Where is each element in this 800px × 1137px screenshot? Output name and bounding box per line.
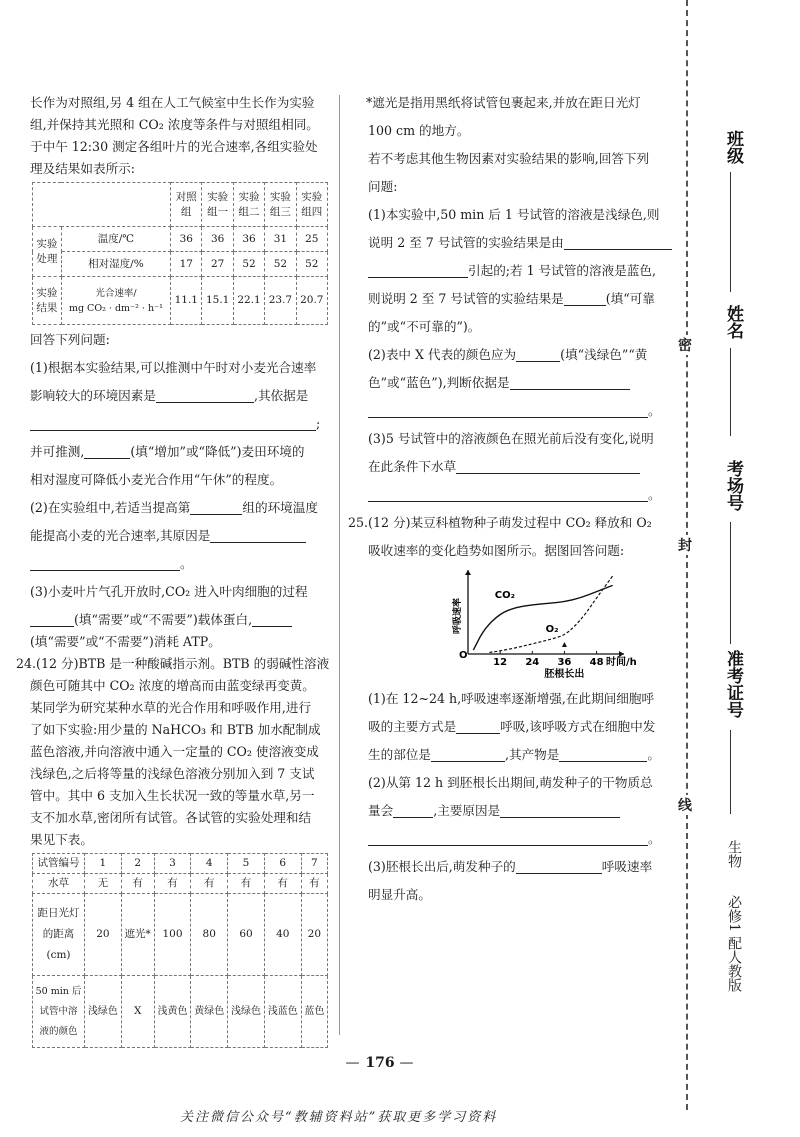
table-row xyxy=(33,894,328,976)
table-cell: 60 xyxy=(228,894,265,976)
row-label: 温度/℃ xyxy=(61,227,170,252)
binding-strip xyxy=(676,0,800,1137)
photosynthesis-table xyxy=(32,182,328,325)
chart-series xyxy=(473,576,612,652)
legend-o2: O₂ xyxy=(545,624,559,636)
ticket-label: 准考证号 xyxy=(723,650,743,718)
answer-blank[interactable] xyxy=(431,747,505,762)
intro-line-4: 理及结果如表所示: xyxy=(30,161,135,176)
annotation-label: 胚根长出 xyxy=(544,669,585,680)
table-cell: 浅黄色 xyxy=(154,976,191,1048)
answer-blank[interactable] xyxy=(30,416,316,431)
page-dash-left: — xyxy=(345,1055,361,1071)
answer-blank[interactable] xyxy=(456,459,640,474)
table-header: 实验 组三 xyxy=(265,183,296,227)
answer-blank[interactable] xyxy=(510,375,630,390)
q24-line: 蓝色溶液,并向溶液中通入一定量的 CO₂ 使溶液变成 xyxy=(30,744,319,759)
p2-line-3: 。 xyxy=(368,400,658,422)
answer-blank[interactable] xyxy=(190,500,242,515)
y-axis-label: 呼吸速率 xyxy=(453,597,463,634)
intro-line-2: 组,并保持其光照和 CO₂ 浓度等条件与对照组相同。 xyxy=(30,117,319,132)
r3-line-2: 明显升高。 xyxy=(368,887,431,902)
table-cell: 20 xyxy=(85,894,122,976)
table-cell: 22.1 xyxy=(233,277,264,325)
legend-co2: CO₂ xyxy=(494,589,516,601)
table-cell: 20.7 xyxy=(296,277,327,325)
q3-line-1: (3)小麦叶片气孔开放时,CO₂ 进入叶肉细胞的过程 xyxy=(30,584,308,599)
x-tick-label: 36 xyxy=(557,657,572,668)
subject-label: 生物 xyxy=(726,840,742,868)
q24-line: 颜色可随其中 CO₂ 浓度的增高而由蓝变绿再变黄。 xyxy=(30,678,315,693)
table-row xyxy=(33,277,328,325)
row-label: 试管编号 xyxy=(33,854,85,874)
r2-line-3: 。 xyxy=(368,828,658,850)
table-cell: 蓝色 xyxy=(301,976,327,1048)
table-cell: 25 xyxy=(296,227,327,252)
chart-svg xyxy=(446,570,636,680)
table-row xyxy=(33,183,328,227)
p3-line-1: (3)5 号试管中的溶液颜色在照光前后没有变化,说明 xyxy=(368,431,654,446)
room-blank[interactable] xyxy=(730,522,731,644)
table-cell: 有 xyxy=(154,874,191,894)
r1-line-2: 吸的主要方式是 呼吸,该呼吸方式在细胞中发 xyxy=(368,719,656,734)
table-row xyxy=(33,252,328,277)
origin-label: O xyxy=(459,650,468,661)
table-row xyxy=(33,976,328,1048)
answer-blank[interactable] xyxy=(210,528,306,543)
book-label: 必修1 配人教版 xyxy=(726,895,742,993)
table-header: 实验 组四 xyxy=(296,183,327,227)
table-header: 对照 组 xyxy=(171,183,202,227)
q1-line-5: 相对湿度可降低小麦光合作用“午休”的程度。 xyxy=(30,472,283,487)
x-tick-label: 48 xyxy=(589,657,604,668)
respiration-chart xyxy=(446,570,636,680)
q2-line-2: 能提高小麦的光合速率,其原因是 xyxy=(30,525,330,547)
table-cell: 无 xyxy=(85,874,122,894)
p3-line-3: 。 xyxy=(368,484,658,506)
answer-blank[interactable] xyxy=(368,263,468,278)
r1-line-1: (1)在 12~24 h,呼吸速率逐渐增强,在此期间细胞呼 xyxy=(368,691,655,706)
table-cell: 36 xyxy=(233,227,264,252)
row-group-label: 实验 结果 xyxy=(33,277,62,325)
answer-blank[interactable] xyxy=(564,235,672,250)
table-cell: 23.7 xyxy=(265,277,296,325)
answer-blank[interactable] xyxy=(368,831,648,846)
p1-line-4: 则说明 2 至 7 号试管的实验结果是 (填“可靠 xyxy=(368,291,655,306)
q1-line-2: 影响较大的环境因素是 ,其依据是 xyxy=(30,388,309,403)
table-cell: 20 xyxy=(301,894,327,976)
answer-blank[interactable] xyxy=(368,403,648,418)
name-label: 姓名 xyxy=(723,305,743,339)
table-header: 实验 组一 xyxy=(202,183,233,227)
page-number-value: 176 xyxy=(365,1055,395,1071)
room-label: 考场号 xyxy=(723,460,743,511)
seal-xian: 线 xyxy=(678,795,692,815)
r2-line-1: (2)从第 12 h 到胚根长出期间,萌发种子的干物质总 xyxy=(368,775,653,790)
y-axis-arrow xyxy=(465,570,471,575)
annotation-arrow xyxy=(562,642,567,647)
tube-table xyxy=(32,853,328,1048)
p3-line-2: 在此条件下水草 xyxy=(368,456,658,478)
left-column xyxy=(16,92,330,1052)
table-cell: 27 xyxy=(202,252,233,277)
q1-line-4: 并可推测, (填“增加”或“降低”)麦田环境的 xyxy=(30,444,305,459)
q3-line-2: (填“需要”或“不需要”)载体蛋白, xyxy=(30,609,330,631)
table-cell: X xyxy=(121,976,154,1048)
x-tick-label: 24 xyxy=(525,657,540,668)
table-cell: 36 xyxy=(171,227,202,252)
note-line-2: 100 cm 的地方。 xyxy=(368,123,470,138)
q25-subquestions xyxy=(348,688,661,906)
prompt-line-2: 问题: xyxy=(368,179,398,194)
note-line-1: *遮光是指用黑纸将试管包裹起来,并放在距日光灯 xyxy=(366,95,641,110)
p2-line-2: 色”或“蓝色”),判断依据是 xyxy=(368,372,658,394)
table-cell: 浅绿色 xyxy=(85,976,122,1048)
table-cell: 52 xyxy=(233,252,264,277)
table-cell: 3 xyxy=(154,854,191,874)
table-cell: 36 xyxy=(202,227,233,252)
seal-mi: 密 xyxy=(678,335,692,355)
answer-blank[interactable] xyxy=(368,487,648,502)
q24-line: 支不加水草,密闭所有试管。各试管的实验处理和结 xyxy=(30,810,312,825)
page-dash-right: — xyxy=(399,1055,415,1071)
answer-blank[interactable] xyxy=(456,719,500,734)
table-cell: 15.1 xyxy=(202,277,233,325)
answer-blank[interactable] xyxy=(30,556,180,571)
answer-blank[interactable] xyxy=(500,803,620,818)
table-cell: 有 xyxy=(121,874,154,894)
answer-prompt: 回答下列问题: xyxy=(30,332,110,347)
row-group-label: 实验 处理 xyxy=(33,227,62,277)
q24-line: 浅绿色,之后将等量的浅绿色溶液分别加入到 7 支试 xyxy=(30,766,315,781)
cut-line xyxy=(686,0,688,1110)
row-label: 水草 xyxy=(33,874,85,894)
prompt-line-1: 若不考虑其他生物因素对实验结果的影响,回答下列 xyxy=(368,151,650,166)
q3-line-3: (填“需要”或“不需要”)消耗 ATP。 xyxy=(30,634,221,649)
p1-line-5: 的”或“不可靠的”)。 xyxy=(368,319,481,334)
q24-line: 了如下实验:用少量的 NaHCO₃ 和 BTB 加水配制成 xyxy=(30,722,321,737)
r2-line-2: 量会 ,主要原因是 xyxy=(368,800,658,822)
table-cell: 17 xyxy=(171,252,202,277)
q24-subquestions xyxy=(348,204,661,506)
q1-line-3: ; xyxy=(30,413,330,435)
table-cell: 52 xyxy=(296,252,327,277)
table-cell: 浅绿色 xyxy=(228,976,265,1048)
q1-line-1: (1)根据本实验结果,可以推测中午时对小麦光合速率 xyxy=(30,360,317,375)
q24-line: 24.(12 分)BTB 是一种酸碱指示剂。BTB 的弱碱性溶液 xyxy=(16,656,330,671)
answer-blank[interactable] xyxy=(252,612,292,627)
r3-line-1: (3)胚根长出后,萌发种子的 呼吸速率 xyxy=(368,859,653,874)
row-label: 相对湿度/% xyxy=(61,252,170,277)
table-cell: 52 xyxy=(265,252,296,277)
table-cell: 2 xyxy=(121,854,154,874)
table-cell: 40 xyxy=(264,894,301,976)
table-cell: 有 xyxy=(191,874,228,894)
row-label: 距日光灯 的距离 (cm) xyxy=(33,894,85,976)
table-cell: 11.1 xyxy=(171,277,202,325)
table-cell: 80 xyxy=(191,894,228,976)
p2-line-1: (2)表中 X 代表的颜色应为 (填“浅绿色”“黄 xyxy=(368,347,648,362)
r1-line-3: 生的部位是 ,其产物是 。 xyxy=(368,747,660,762)
q25-line-2: 吸收速率的变化趋势如图所示。据图回答问题: xyxy=(368,543,625,558)
table-cell: 7 xyxy=(301,854,327,874)
answer-blank[interactable] xyxy=(516,859,602,874)
x-axis-label: 时间/h xyxy=(606,657,637,668)
table-cell: 5 xyxy=(228,854,265,874)
q24-line: 果见下表。 xyxy=(30,832,93,847)
answer-blank[interactable] xyxy=(84,444,130,459)
table-row xyxy=(33,227,328,252)
series-line-o2 xyxy=(489,576,612,652)
page-number xyxy=(310,1055,450,1071)
q24-line: 管中。其中 6 支加入生长状况一致的等量水草,另一 xyxy=(30,788,315,803)
q25-line-1: 25.(12 分)某豆科植物种子萌发过程中 CO₂ 释放和 O₂ xyxy=(348,515,652,530)
name-blank[interactable] xyxy=(730,348,731,436)
table-corner xyxy=(33,183,171,227)
right-column xyxy=(348,92,661,906)
p1-line-3: 引起的;若 1 号试管的溶液是蓝色, xyxy=(368,260,658,282)
table-cell: 31 xyxy=(265,227,296,252)
answer-blank[interactable] xyxy=(30,612,74,627)
answer-blank[interactable] xyxy=(559,747,647,762)
class-label: 班级 xyxy=(723,130,743,164)
table-cell: 6 xyxy=(264,854,301,874)
q24-block xyxy=(16,653,330,851)
q2-line-3: 。 xyxy=(30,553,330,575)
chart-axes xyxy=(465,570,624,657)
table-cell: 100 xyxy=(154,894,191,976)
table-cell: 4 xyxy=(191,854,228,874)
q2-line-1: (2)在实验组中,若适当提高第 组的环境温度 xyxy=(30,500,318,515)
answer-blank[interactable] xyxy=(516,347,560,362)
row-label: 50 min 后 试管中溶 液的颜色 xyxy=(33,976,85,1048)
ticket-blank[interactable] xyxy=(730,730,731,814)
x-tick-label: 12 xyxy=(493,657,508,668)
table-cell: 浅蓝色 xyxy=(264,976,301,1048)
column-divider xyxy=(339,95,340,1035)
table-cell: 有 xyxy=(264,874,301,894)
table-cell: 有 xyxy=(301,874,327,894)
table-row xyxy=(33,854,328,874)
table-cell: 黄绿色 xyxy=(191,976,228,1048)
row-label: 光合速率/ mg CO₂ · dm⁻² · h⁻¹ xyxy=(61,277,170,325)
answer-blank[interactable] xyxy=(156,388,254,403)
seal-feng: 封 xyxy=(678,535,692,555)
table-row xyxy=(33,874,328,894)
p1-line-2: 说明 2 至 7 号试管的实验结果是由 xyxy=(368,232,658,254)
table-cell: 遮光* xyxy=(121,894,154,976)
q24-line: 某同学为研究某种水草的光合作用和呼吸作用,进行 xyxy=(30,700,312,715)
class-blank[interactable] xyxy=(730,172,731,292)
p1-line-1: (1)本实验中,50 min 后 1 号试管的溶液是浅绿色,则 xyxy=(368,207,660,222)
intro-line-1: 长作为对照组,另 4 组在人工气候室中生长作为实验 xyxy=(30,95,315,110)
table-header: 实验 组二 xyxy=(233,183,264,227)
table-cell: 有 xyxy=(228,874,265,894)
intro-line-3: 于中午 12:30 测定各组叶片的光合速率,各组实验处 xyxy=(30,139,318,154)
footer-note: 关注微信公众号“教辅资料站”获取更多学习资料 xyxy=(180,1110,498,1125)
table-cell: 1 xyxy=(85,854,122,874)
answer-blank[interactable] xyxy=(564,291,606,306)
answer-blank[interactable] xyxy=(393,803,433,818)
